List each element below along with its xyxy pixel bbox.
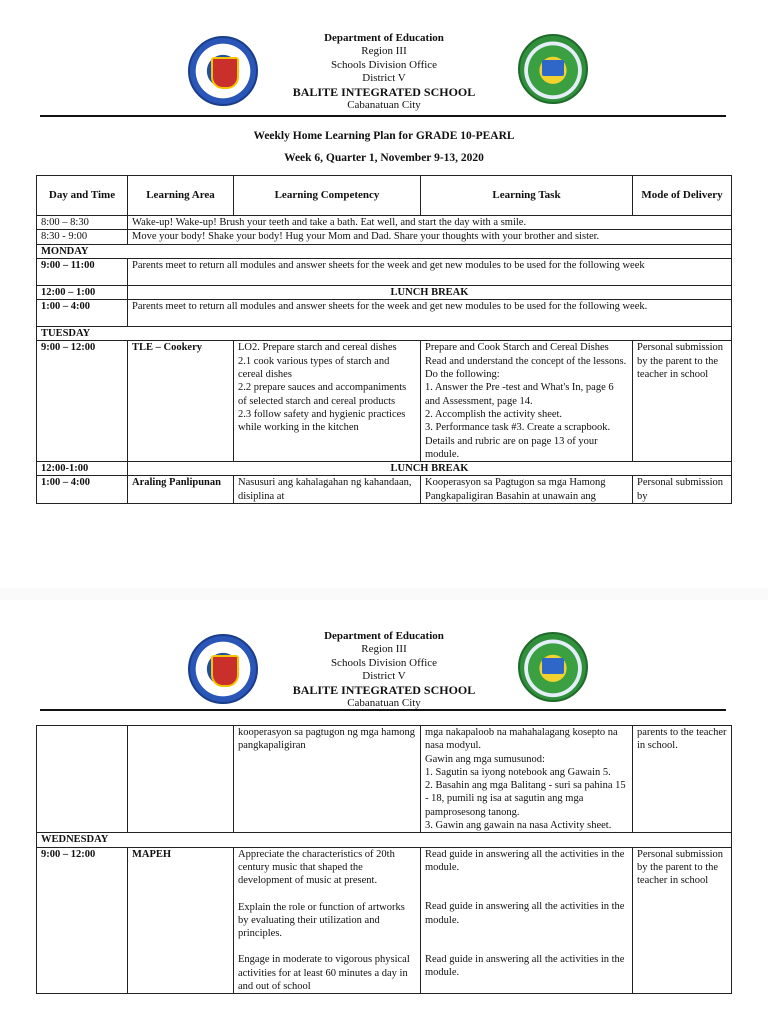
district: District V — [362, 72, 406, 85]
learning-area-cell — [128, 726, 234, 833]
school-name: BALITE INTEGRATED SCHOOL — [292, 84, 476, 99]
learning-plan-table — [36, 175, 732, 504]
time-cell: 9:00 – 12:00 — [37, 847, 128, 994]
time-cell: 12:00-1:00 — [37, 462, 128, 476]
region: Region III — [361, 643, 407, 656]
division-office: Schools Division Office — [330, 656, 438, 669]
division-office: Schools Division Office — [330, 58, 438, 71]
task-cell — [421, 847, 633, 994]
plan-title: Weekly Home Learning Plan for GRADE 10-PEARL — [253, 130, 515, 142]
mode-cell: Personal submission by the parent to the teacher in school — [633, 341, 732, 462]
lunch-row — [37, 462, 732, 476]
task-music: Read guide in answering all the activities in the module. — [425, 848, 625, 873]
table-header-row — [37, 176, 732, 216]
city: Cabanatuan City — [347, 99, 421, 112]
task-pe: Read guide in answering all the activities in the module. — [425, 953, 625, 979]
col-header: Day and Time — [37, 176, 128, 216]
competency-cell: kooperasyon sa pagtugon ng mga hamong pangkapaligiran — [234, 726, 421, 833]
learning-plan-table-continued — [36, 725, 732, 994]
mode-cell: Personal submission by — [633, 476, 732, 504]
mode-cell: Personal submission by the parent to the teacher in school — [633, 847, 732, 994]
header-rule — [40, 709, 726, 711]
activity-cell: Wake-up! Wake-up! Brush your teeth and take a bath. Eat well, and start the day with a smile. — [128, 216, 732, 230]
table-row — [37, 216, 732, 230]
col-header: Mode of Delivery — [633, 176, 732, 216]
task-cell: mga nakapaloob na mahahalagang kosepto na nasa modyul. Gawin ang mga sumusunod: 1. Sagutin sa iyong notebook ang Gawain 5. 2. Basahin ang mga Balitang - suri sa pahina 15 - 18, pumili ng isa at sagutin ang mga pamprosesong tanong. 3. Gawin ang gawain na nasa Activity sheet. — [421, 726, 633, 833]
city: Cabanatuan City — [347, 697, 421, 710]
task-cell: Kooperasyon sa Pagtugon sa mga Hamong Pangkapaligiran Basahin at unawain ang — [421, 476, 633, 504]
time-cell: 1:00 – 4:00 — [37, 300, 128, 327]
competency-cell — [234, 847, 421, 994]
activity-cell: Move your body! Shake your body! Hug your Mom and Dad. Share your thoughts with your brother and sister. — [128, 230, 732, 244]
table-row — [37, 847, 732, 994]
department-name: Department of Education — [324, 32, 444, 44]
day-label: TUESDAY — [37, 327, 732, 341]
letterhead — [0, 598, 768, 718]
district: District V — [362, 670, 406, 683]
lunch-label: LUNCH BREAK — [128, 462, 732, 476]
learning-area-cell: TLE – Cookery — [128, 341, 234, 462]
competency-music: Appreciate the characteristics of 20th century music that shaped the development of music at present. — [238, 848, 395, 887]
activity-cell: Parents meet to return all modules and answer sheets for the week and get new modules to be used for the following week — [128, 258, 732, 285]
table-row — [37, 258, 732, 285]
day-row-wednesday — [37, 833, 732, 847]
day-label: WEDNESDAY — [37, 833, 732, 847]
table-row — [37, 230, 732, 244]
department-name: Department of Education — [324, 630, 444, 642]
day-label: MONDAY — [37, 244, 732, 258]
lunch-label: LUNCH BREAK — [128, 285, 732, 299]
letterhead — [0, 0, 768, 120]
plan-subtitle: Week 6, Quarter 1, November 9-13, 2020 — [284, 152, 484, 164]
table-row — [37, 341, 732, 462]
competency-cell: LO2. Prepare starch and cereal dishes 2.1 cook various types of starch and cereal dishes 2.2 prepare sauces and accompaniments of selected starch and cereal products 2.3 follow safety and hygienic practices while working in the kitchen — [234, 341, 421, 462]
region: Region III — [361, 45, 407, 58]
competency-arts: Explain the role or function of artworks by evaluating their utilization and principles. — [238, 901, 405, 940]
letterhead-text — [0, 630, 768, 710]
competency-pe: Engage in moderate to vigorous physical activities for at least 60 minutes a day in and out of school — [238, 954, 410, 993]
table-row — [37, 300, 732, 327]
table-row — [37, 726, 732, 833]
task-arts: Read guide in answering all the activities in the module. — [425, 901, 625, 926]
table-row — [37, 476, 732, 504]
letterhead-text — [0, 32, 768, 112]
time-cell: 9:00 – 12:00 — [37, 341, 128, 462]
lunch-row — [37, 285, 732, 299]
learning-area-cell: MAPEH — [128, 847, 234, 994]
col-header: Learning Competency — [234, 176, 421, 216]
competency-cell: Nasusuri ang kahalagahan ng kahandaan, disiplina at — [234, 476, 421, 504]
time-cell: 12:00 – 1:00 — [37, 285, 128, 299]
mode-cell: parents to the teacher in school. — [633, 726, 732, 833]
time-cell: 8:00 – 8:30 — [37, 216, 128, 230]
time-cell: 1:00 – 4:00 — [37, 476, 128, 504]
activity-cell: Parents meet to return all modules and answer sheets for the week and get new modules to be used for the following week. — [128, 300, 732, 327]
task-cell: Prepare and Cook Starch and Cereal Dishes Read and understand the concept of the lessons. Do the following: 1. Answer the Pre -test and What's In, page 6 and Assessment, page 14. 2. Accomplish the activity sheet. 3. Performance task #3. Create a scrapbook. Details and rubric are on page 13 of your module. — [421, 341, 633, 462]
page-two — [0, 598, 768, 1024]
header-rule — [40, 115, 726, 117]
day-row-tuesday — [37, 327, 732, 341]
col-header: Learning Area — [128, 176, 234, 216]
time-cell: 9:00 – 11:00 — [37, 258, 128, 285]
time-cell: 8:30 - 9:00 — [37, 230, 128, 244]
time-cell — [37, 726, 128, 833]
day-row-monday — [37, 244, 732, 258]
col-header: Learning Task — [421, 176, 633, 216]
learning-area-cell: Araling Panlipunan — [128, 476, 234, 504]
school-name: BALITE INTEGRATED SCHOOL — [292, 682, 476, 697]
